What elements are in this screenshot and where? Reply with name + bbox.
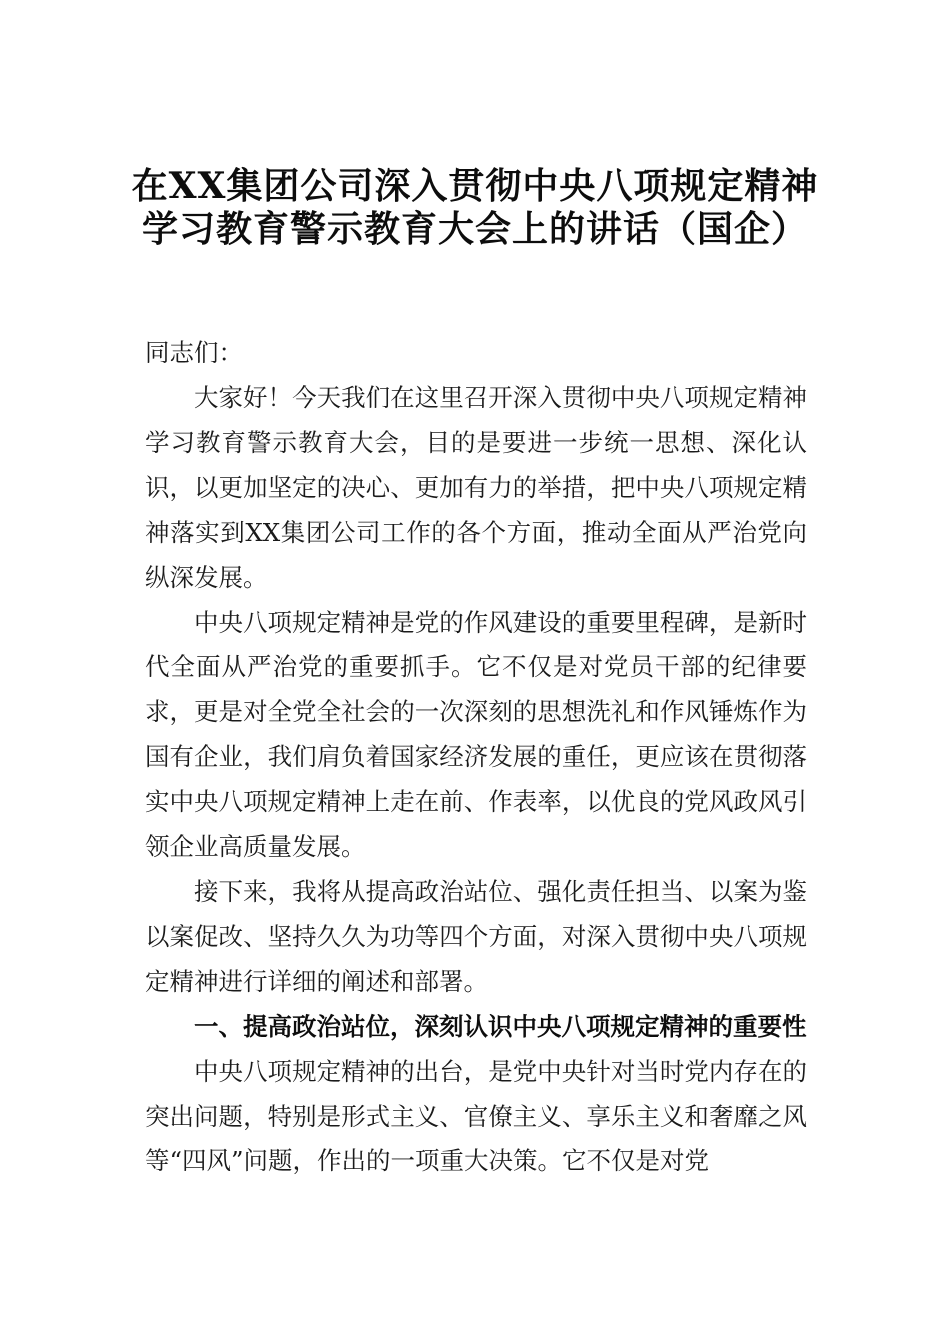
section-1-paragraph: 中央八项规定精神的出台，是党中央针对当时党内存在的突出问题，特别是形式主义、官僚主义、享乐主义和奢靡之风等“四风”问题，作出的一项重大决策。它不仅是对党 (145, 1056, 807, 1176)
section-1-heading: 一、提高政治站位，深刻认识中央八项规定精神的重要性 (194, 1011, 807, 1041)
paragraph-outline: 接下来，我将从提高政治站位、强化责任担当、以案为鉴以案促改、坚持久久为功等四个方面，对深入贯彻中央八项规定精神进行详细的阐述和部署。 (145, 876, 807, 996)
document-title-line-1: 在XX集团公司深入贯彻中央八项规定精神 (131, 165, 819, 207)
paragraph-opening: 大家好！今天我们在这里召开深入贯彻中央八项规定精神学习教育警示教育大会，目的是要进一步统一思想、深化认识，以更加坚定的决心、更加有力的举措，把中央八项规定精神落实到XX集团公司工作的各个方面，推动全面从严治党向纵深发展。 (145, 383, 807, 592)
salutation: 同志们： (145, 338, 243, 367)
document-title-line-2: 学习教育警示教育大会上的讲话（国企） (141, 208, 808, 250)
document-body (145, 376, 807, 1184)
paragraph-significance: 中央八项规定精神是党的作风建设的重要里程碑，是新时代全面从严治党的重要抓手。它不仅是对党员干部的纪律要求，更是对全党全社会的一次深刻的思想洗礼和作风锤炼作为国有企业，我们肩负着国家经济发展的重任，更应该在贯彻落实中央八项规定精神上走在前、作表率，以优良的党风政风引领企业高质量发展。 (145, 607, 807, 862)
